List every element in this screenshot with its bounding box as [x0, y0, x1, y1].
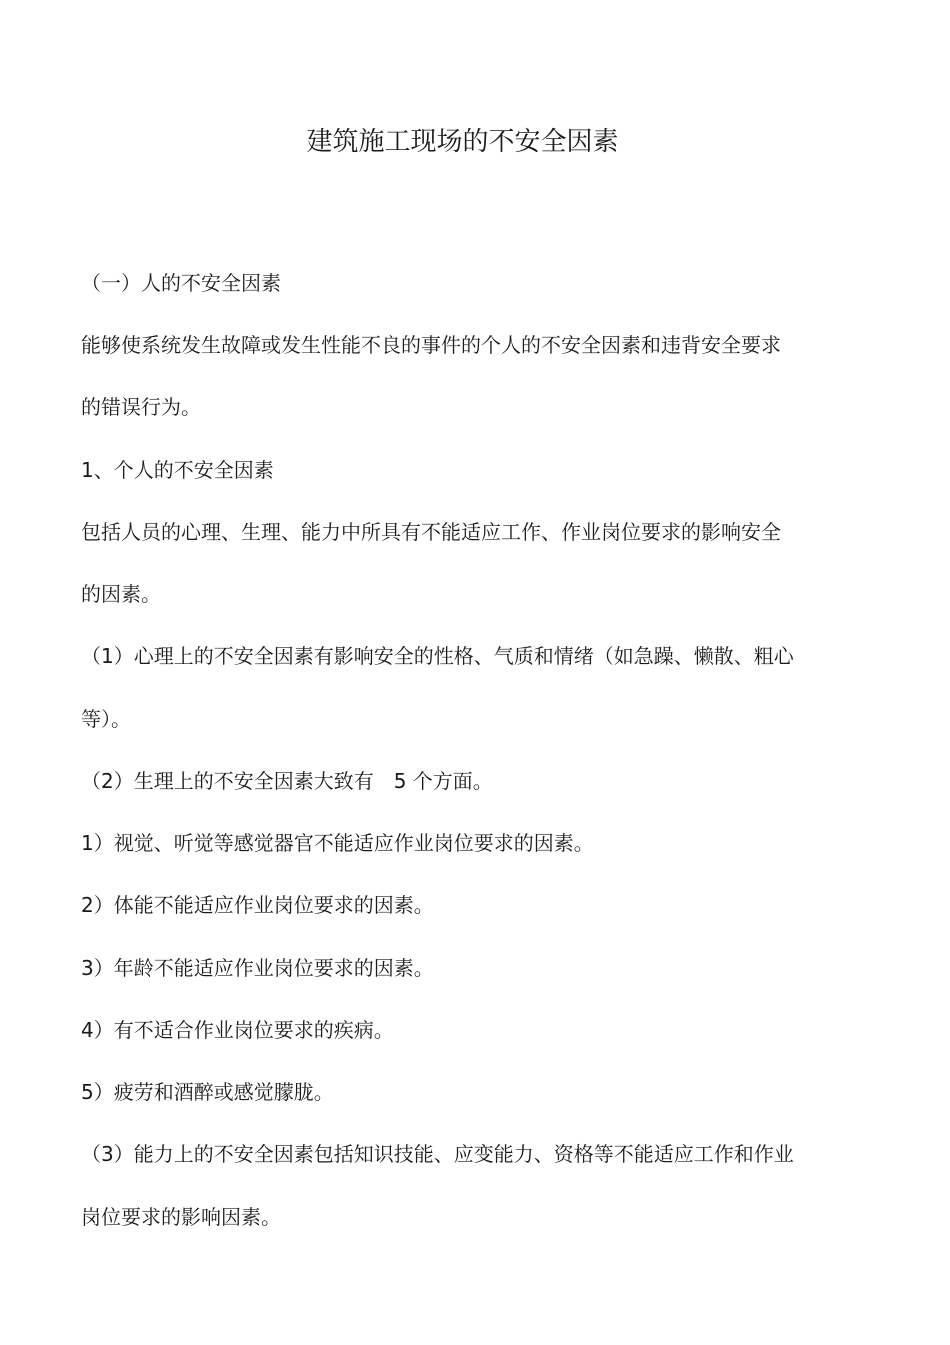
list-item: 3）年龄不能适应作业岗位要求的因素。 — [81, 956, 434, 980]
paragraph-line: 包括人员的心理、生理、能力中所具有不能适应工作、作业岗位要求的影响安全 — [81, 520, 781, 544]
document-title: 建筑施工现场的不安全因素 — [306, 127, 619, 157]
list-item: 1）视觉、听觉等感觉器官不能适应作业岗位要求的因素。 — [81, 831, 594, 855]
list-item: 2）体能不能适应作业岗位要求的因素。 — [81, 893, 434, 917]
list-item: 5）疲劳和酒醉或感觉朦胧。 — [81, 1080, 334, 1104]
list-item: （1）心理上的不安全因素有影响安全的性格、气质和情绪（如急躁、懒散、粗心 — [81, 644, 794, 668]
paragraph-line: 能够使系统发生故障或发生性能不良的事件的个人的不安全因素和违背安全要求 — [81, 333, 781, 357]
subsection-heading: 1、个人的不安全因素 — [81, 458, 274, 482]
list-item: 4）有不适合作业岗位要求的疾病。 — [81, 1018, 394, 1042]
section-heading: （一）人的不安全因素 — [81, 271, 281, 295]
list-item: （3）能力上的不安全因素包括知识技能、应变能力、资格等不能适应工作和作业 — [81, 1142, 794, 1166]
paragraph-line: 岗位要求的影响因素。 — [81, 1205, 281, 1229]
paragraph-line: 等）。 — [81, 707, 131, 731]
paragraph-line: 的因素。 — [81, 582, 161, 606]
list-item: （2）生理上的不安全因素大致有 5 个方面。 — [81, 769, 493, 793]
paragraph-line: 的错误行为。 — [81, 395, 201, 419]
